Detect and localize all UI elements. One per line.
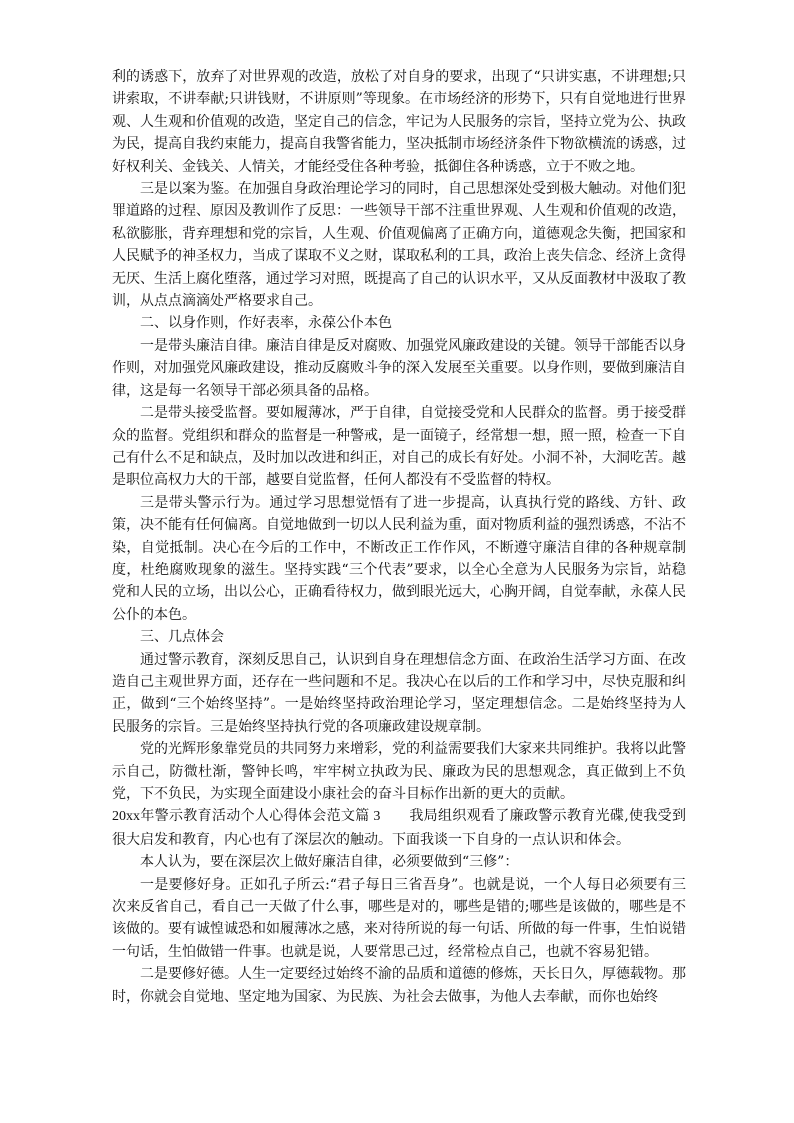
paragraph: 党的光辉形象靠党员的共同努力来增彩，党的利益需要我们大家来共同维护。我将以此警示自己，防微杜渐，警钟长鸣，牢牢树立执政为民、廉政为民的思想观念，真正做到上不负党，下不负民，为实现全面建设小康社会的奋斗目标作出新的更大的贡献。: [112, 741, 686, 802]
document-body: [112, 66, 686, 1008]
paragraph: 二是要修好德。人生一定要经过始终不渝的品质和道德的修炼，天长日久，厚德载物。那时，你就会自觉地、坚定地为国家、为民族、为社会去做事，为他人去奉献，而你也始终: [112, 966, 686, 1005]
article-title-line: [112, 805, 686, 851]
paragraph: 利的诱惑下，放弃了对世界观的改造，放松了对自身的要求，出现了“只讲实惠，不讲理想;只讲索取，不讲奉献;只讲钱财，不讲原则”等现象。在市场经济的形势下，只有自觉地进行世界观、人生观和价值观的改造，坚定自己的信念，牢记为人民服务的宗旨，坚持立党为公、执政为民，提高自我约束能力，提高自我警省能力，坚决抵制市场经济条件下物欲横流的诱惑，过好权利关、金钱关、人情关，才能经受住各种考验，抵御住各种诱惑，立于不败之地。: [112, 69, 686, 175]
section-heading: 三、几点体会: [140, 629, 224, 646]
section-heading: 二、以身作则，作好表率，永葆公仆本色: [140, 315, 392, 332]
paragraph: 三是以案为鉴。在加强自身政治理论学习的同时，自己思想深处受到极大触动。对他们犯罪道路的过程、原因及教训作了反思：一些领导干部不注重世界观、人生观和价值观的改造，私欲膨胀，背弃理想和党的宗旨，人生观、价值观偏离了正确方向，道德观念失衡，把国家和人民赋予的神圣权力，当成了谋取不义之财，谋取私利的工具，政治上丧失信念、经济上贪得无厌、生活上腐化堕落，通过学习对照，既提高了自己的认识水平，又从反面教材中汲取了教训，从点点滴滴处严格要求自己。: [112, 181, 686, 310]
paragraph: 一是带头廉洁自律。廉洁自律是反对腐败、加强党风廉政建设的关键。领导干部能否以身作则，对加强党风廉政建设，推动反腐败斗争的深入发展至关重要。以身作则，要做到廉洁自律，这是每一名领导干部必须具备的品格。: [112, 337, 686, 399]
paragraph: 三是带头警示行为。通过学习思想觉悟有了进一步提高，认真执行党的路线、方针、政策，决不能有任何偏离。自觉地做到一切以人民利益为重，面对物质利益的强烈诱惑，不沾不染，自觉抵制。决心在今后的工作中，不断改正工作作风，不断遵守廉洁自律的各种规章制度，杜绝腐败现象的滋生。坚持实践“三个代表”要求，以全心全意为人民服务为宗旨，站稳党和人民的立场，出以公心，正确看待权力，做到眼光远大，心胸开阔，自觉奉献，永葆人民公仆的本色。: [112, 494, 686, 623]
paragraph: 本人认为，要在深层次上做好廉洁自律，必须要做到“三修”：: [140, 854, 519, 871]
paragraph: 通过警示教育，深刻反思自己，认识到自身在理想信念方面、在政治生活学习方面、在改造自己主观世界方面，还存在一些问题和不足。我决心在以后的工作和学习中，尽快克服和纠正，做到“三个始终坚持”。一是始终坚持政治理论学习，坚定理想信念。二是始终坚持为人民服务的宗旨。三是始终坚持执行党的各项廉政建设规章制。: [112, 651, 686, 735]
paragraph: 二是带头接受监督。要如履薄冰，严于自律，自觉接受党和人民群众的监督。勇于接受群众的监督。党组织和群众的监督是一种警戒，是一面镜子，经常想一想，照一照，检查一下自己有什么不足和缺点，及时加以改进和纠正，对自己的成长有好处。小洞不补，大洞吃苦。越是职位高权力大的干部，越要自觉监督，任何人都没有不受监督的特权。: [112, 405, 686, 489]
article-title: 20xx年警示教育活动个人心得体会范文篇 3: [112, 809, 381, 825]
paragraph: 我局组织观看了廉政警示教育光碟,使我受到很大启发和教育，内心也有了深层次的触动。下面我谈一下自身的一点认识和体会。: [112, 808, 687, 848]
paragraph: 一是要修好身。正如孔子所云:“君子每日三省吾身”。也就是说，一个人每日必须要有三次来反省自己，看自己一天做了什么事，哪些是对的，哪些是错的;哪些是该做的，哪些是不该做的。要有诚惶诚恐和如履薄冰之感，来对待所说的每一句话、所做的每一件事，生怕说错一句话，生怕做错一件事。也就是说，人要常思己过，经常检点自己，也就不容易犯错。: [112, 876, 686, 960]
